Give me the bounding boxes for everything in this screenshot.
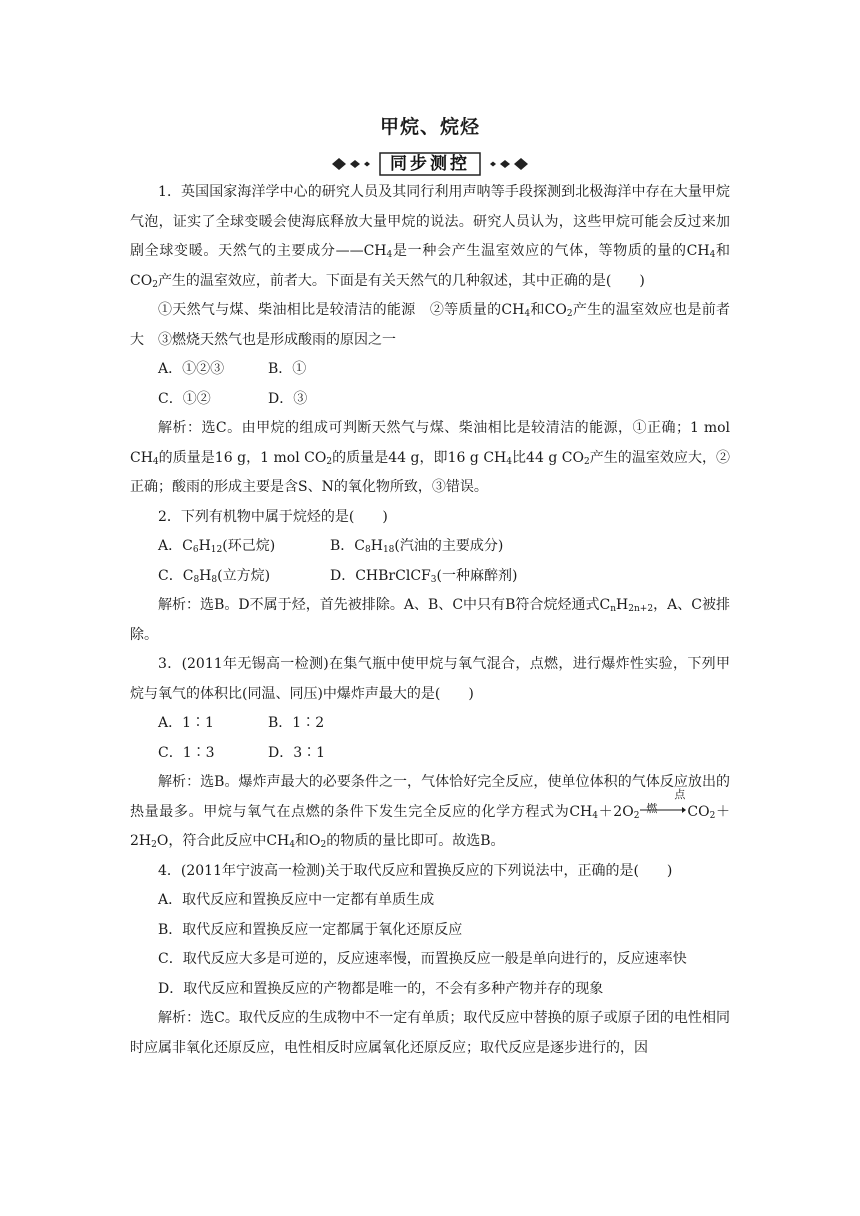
question-3-answer: 解析：选B。爆炸声最大的必要条件之一，气体恰好完全反应，使单位体积的气体反应放出的热量最多。甲烷与氧气在点燃的条件下发生完全反应的化学方程式为$CH_4+2O_2$ 点燃 $CO_2+2H_2O$，符合此反应中$CH_4$和$O_2$的物质的量比即可。故选B。 [130, 774, 731, 850]
reaction-condition: 点燃 [646, 787, 686, 815]
option-c: C．取代反应大多是可逆的，反应速率慢，而置换反应一般是单向进行的，反应速率快 [158, 951, 687, 967]
option-b: B．取代反应和置换反应一定都属于氧化还原反应 [158, 921, 463, 938]
option-c: C．$C_8H_8$(立方烷) [158, 567, 271, 585]
option-d: D．3∶1 [268, 744, 326, 761]
option-b: B．1∶2 [268, 715, 325, 731]
content-body [130, 178, 730, 1063]
option-d: D．取代反应和置换反应的产物都是唯一的，不会有多种产物并存的现象 [158, 980, 604, 997]
option-a: A．$C_6H_{12}$(环己烷) [158, 538, 276, 555]
question-1-statements: ①天然气与煤、柴油相比是较清洁的能源 ②等质量的$CH_4$和$CO_2$产生的温室效应也是前者大 ③燃烧天然气也是形成酸雨的原因之一 [130, 302, 730, 348]
question-1-options-row-2 [130, 385, 730, 415]
option-c: C．①② [158, 390, 211, 407]
question-2-stem: 2．下列有机物中属于烷烃的是( ) [158, 508, 388, 525]
question-3-stem: 3．(2011年无锡高一检测)在集气瓶中使甲烷与氧气混合，点燃，进行爆炸性实验，下列甲烷与氧气的体积比(同温、同压)中爆炸声最大的是( ) [130, 656, 730, 702]
question-3-options-row-1 [130, 709, 730, 739]
question-2-answer: 解析：选B。D不属于烃，首先被排除。A、B、C中只有B符合烷烃通式$C_nH_{2n+2}$，A、C被排除。 [130, 597, 730, 643]
option-c: C．1∶3 [158, 744, 215, 761]
option-a: A．取代反应和置换反应中一定都有单质生成 [158, 892, 435, 908]
reaction-arrow-icon [640, 787, 686, 815]
banner-text: 同步测控 [390, 154, 470, 174]
question-2-options-row-2 [130, 562, 730, 592]
page-title: 甲烷、烷烃 [379, 116, 480, 138]
option-d: D．③ [268, 390, 308, 407]
question-2-options-row-1 [130, 532, 730, 562]
option-a: A．1∶1 [158, 715, 214, 731]
option-b: B．① [268, 361, 307, 377]
question-4-answer: 解析：选C。取代反应的生成物中不一定有单质；取代反应中替换的原子或原子团的电性相同时应属非氧化还原反应，电性相反时应属氧化还原反应；取代反应是逐步进行的，因 [130, 1010, 730, 1056]
question-1-stem: 1．英国国家海洋学中心的研究人员及其同行利用声呐等手段探测到北极海洋中存在大量甲烷气泡，证实了全球变暖会使海底释放大量甲烷的说法。研究人员认为，这些甲烷可能会反过来加剧全球变暖。天然气的主要成分$——CH_4$是一种会产生温室效应的气体，等物质的量的$CH_4$和$CO_2$产生的温室效应，前者大。下面是有关天然气的几种叙述，其中正确的是( ) [130, 184, 731, 290]
question-1-options-row-1 [130, 355, 730, 385]
option-d: D．CHBrClCF$_3$(一种麻醉剂) [330, 567, 518, 585]
option-a: A．①②③ [158, 361, 225, 377]
option-b: B．$C_8H_{18}$(汽油的主要成分) [330, 538, 504, 555]
question-3-options-row-2 [130, 739, 730, 769]
section-banner [330, 150, 530, 178]
question-4-stem: 4．(2011年宁波高一检测)关于取代反应和置换反应的下列说法中，正确的是( ) [158, 862, 673, 879]
question-1-answer: 解析：选C。由甲烷的组成可判断天然气与煤、柴油相比是较清洁的能源，①正确；1 mol $CH_4$的质量是16 g，1 mol $CO_2$的质量是44 g，即16 g $CH_4$比44 g $CO_2$产生的温室效应大，②正确；酸雨的形成主要是含S、N的氧化物所致，③错误。 [130, 420, 730, 495]
